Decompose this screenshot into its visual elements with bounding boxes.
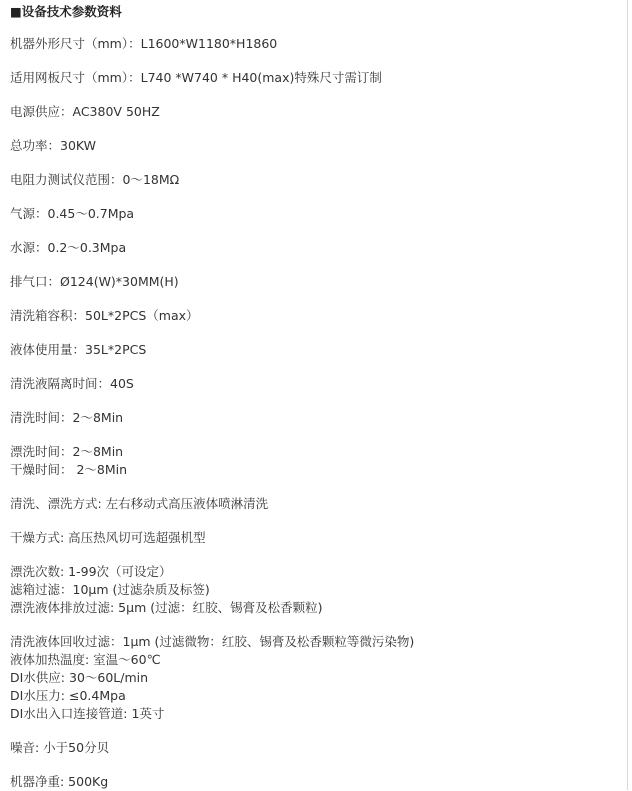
spec-line-rinse-drain-filter: 漂洗液体排放过滤: 5μm (过滤：红胶、锡膏及松香颗粒) [10,600,323,615]
spec-line-heat-temperature: 液体加热温度: 室温～60℃ [10,652,161,667]
spec-line-liquid-usage: 液体使用量：35L*2PCS [10,342,147,357]
spec-line-water-source: 水源：0.2～0.3Mpa [10,240,127,255]
spec-line-resistance-range: 电阻力测试仪范围：0～18MΩ [10,172,180,187]
spec-line-power-supply: 电源供应：AC380V 50HZ [10,104,160,119]
spec-line-exhaust: 排气口：Ø124(W)*30MM(H) [10,274,179,289]
spec-line-dimensions: 机器外形尺寸（mm）：L1600*W1180*H1860 [10,36,278,51]
spec-line-stencil-size: 适用网板尺寸（mm）：L740 *W740 * H40(max)特殊尺寸需订制 [10,70,382,85]
spec-line-rinse-time: 漂洗时间：2～8Min [10,444,124,459]
spec-line-isolation-time: 清洗液隔离时间：40S [10,376,134,391]
spec-line-recovery-filter: 清洗液体回收过滤：1μm (过滤微物：红胶、锡膏及松香颗粒等微污染物) [10,634,415,649]
spec-line-wash-time: 清洗时间：2～8Min [10,410,124,425]
spec-line-dry-time: 干燥时间： 2～8Min [10,462,128,477]
spec-line-tank-volume: 清洗箱容积：50L*2PCS（max） [10,308,199,323]
spec-line-dry-method: 干燥方式: 高压热风切可选超强机型 [10,530,206,545]
spec-line-net-weight: 机器净重: 500Kg [10,774,109,789]
spec-line-tank-filter: 滤箱过滤：10μm (过滤杂质及标签) [10,582,210,597]
spec-line-rinse-count: 漂洗次数: 1-99次（可设定） [10,564,172,579]
spec-line-di-water-pipe: DI水出入口连接管道: 1英寸 [10,706,165,721]
spec-line-wash-method: 清洗、漂洗方式: 左右移动式高压液体喷淋清洗 [10,496,269,511]
spec-line-total-power: 总功率：30KW [10,138,97,153]
section-title: ■设备技术参数资料 [10,4,122,19]
spec-line-air-source: 气源：0.45～0.7Mpa [10,206,135,221]
spec-line-di-water-pressure: DI水压力: ≤0.4Mpa [10,688,126,703]
spec-line-noise: 噪音: 小于50分贝 [10,740,110,755]
spec-line-di-water-supply: DI水供应: 30～60L/min [10,670,149,685]
